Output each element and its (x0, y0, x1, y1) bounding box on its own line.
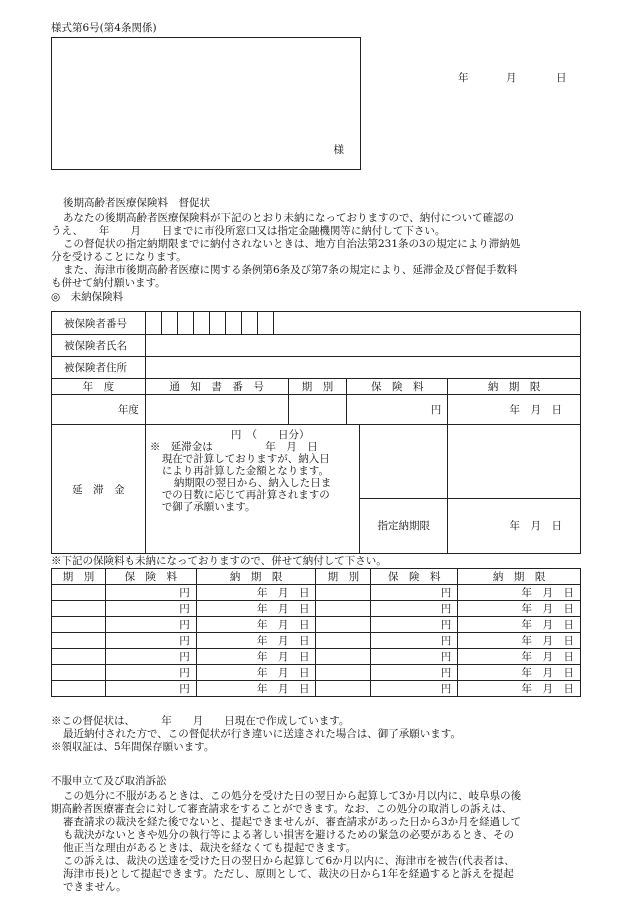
other-period-cell (52, 681, 106, 697)
other-table-row (52, 617, 581, 633)
address-box (51, 37, 361, 170)
digit-box (178, 312, 194, 334)
other-premium-cell: 円 (371, 601, 458, 617)
appeal-line: 他正当な理由があるときは、裁決を経なくても提起できます。 (63, 842, 357, 854)
other-premium-cell: 円 (371, 681, 458, 697)
form-id: 様式第6号(第4条関係) (51, 22, 157, 34)
other-premium-cell: 円 (105, 681, 196, 697)
other-deadline-cell: 年 月 日 (196, 681, 316, 697)
intro-line: 分を受けることになります。 (51, 251, 187, 263)
other-table-row (52, 665, 581, 681)
other-premium-cell: 円 (105, 649, 196, 665)
header-deadline: 納 期 限 (448, 379, 581, 395)
insured-number-label: 被保険者番号 (52, 312, 146, 335)
other-deadline-cell: 年 月 日 (196, 601, 316, 617)
other-table-row (52, 649, 581, 665)
other-deadline-cell: 年 月 日 (458, 681, 581, 697)
appeal-line: 海津市長)として提起できます。ただし、原則として、裁決の日から1年を経過すると訴えを提起 (63, 868, 514, 880)
other-premium-cell: 円 (371, 633, 458, 649)
other-header-premium: 保 険 料 (371, 569, 458, 585)
addressee-suffix: 様 (333, 144, 344, 156)
late-fee-note: ※ 延滞金は 年 月 日 (149, 441, 318, 453)
insured-name-row (52, 335, 581, 357)
other-premium-cell: 円 (105, 617, 196, 633)
other-table-row (52, 585, 581, 601)
late-fee-amount: 円 （ 日分） (230, 429, 310, 441)
other-premium-cell: 円 (105, 585, 196, 601)
other-premium-cell: 円 (371, 665, 458, 681)
other-period-cell (52, 649, 106, 665)
other-deadline-cell: 年 月 日 (458, 633, 581, 649)
other-deadline-cell: 年 月 日 (458, 649, 581, 665)
late-fee-note: により再計算した金額となります。 (161, 465, 329, 477)
appeal-line: この処分に不服があるときは、この処分を受けた日の翌日から起算して3か月以内に、岐阜県の後 (63, 790, 522, 802)
other-deadline-cell: 年 月 日 (458, 601, 581, 617)
insured-number-row (52, 312, 581, 335)
other-header-deadline: 納 期 限 (196, 569, 316, 585)
late-fee-empty (360, 425, 448, 499)
other-premium-cell: 円 (105, 633, 196, 649)
designated-deadline-value: 年 月 日 (448, 498, 581, 553)
intro-line: あなたの後期高齢者医療保険料が下記のとおり未納になっておりますので、納付について確認の (63, 212, 515, 224)
other-deadline-cell: 年 月 日 (458, 665, 581, 681)
other-period-cell (316, 617, 371, 633)
appeal-line: 審査請求の裁決を経た後でないと、提起できませんが、審査請求があった日から3か月を経過して (63, 816, 522, 828)
digit-box (210, 312, 226, 334)
other-period-cell (316, 633, 371, 649)
other-header-period: 期 別 (52, 569, 106, 585)
other-header-deadline: 納 期 限 (458, 569, 581, 585)
period-cell (288, 395, 347, 425)
other-deadline-cell: 年 月 日 (458, 585, 581, 601)
late-fee-note: 現在で計算しておりますが、納入日 (161, 453, 330, 465)
other-period-cell (52, 601, 106, 617)
insured-address-row (52, 357, 581, 379)
other-premium-cell: 円 (105, 665, 196, 681)
date-day: 日 (556, 72, 567, 84)
insured-address-label: 被保険者住所 (52, 357, 146, 379)
other-header-premium: 保 険 料 (105, 569, 196, 585)
other-period-cell (52, 665, 106, 681)
late-fee-detail (145, 425, 360, 554)
other-deadline-cell: 年 月 日 (196, 617, 316, 633)
insured-name-label: 被保険者氏名 (52, 335, 146, 357)
digit-box (146, 312, 162, 334)
date-year: 年 (458, 72, 469, 84)
other-header-row (52, 569, 581, 585)
other-premium-cell: 円 (371, 617, 458, 633)
other-period-cell (316, 665, 371, 681)
note-line: ※領収証は、5年間保存願います。 (51, 741, 215, 753)
digit-box (162, 312, 178, 334)
appeal-line: 期高齢者医療審査会に対して審査請求をすることができます。なお、この処分の取消しの訴えは、 (51, 803, 513, 815)
late-fee-empty (448, 425, 581, 499)
other-period-cell (52, 585, 106, 601)
notice-number-cell (145, 395, 288, 425)
other-premium-cell: 円 (371, 649, 458, 665)
digit-box (194, 312, 210, 334)
other-period-cell (316, 649, 371, 665)
insured-number-boxes (146, 312, 580, 334)
unpaid-heading: ◎ 未納保険料 (51, 291, 124, 303)
other-period-cell (52, 633, 106, 649)
header-premium: 保 険 料 (347, 379, 448, 395)
date-month: 月 (506, 72, 517, 84)
late-fee-note: での日数に応じて再計算されますの (161, 489, 330, 501)
late-fee-note: で御了承願います。 (161, 501, 256, 513)
note-line: ※この督促状は、 年 月 日現在で作成しています。 (51, 715, 350, 727)
appeal-line: も裁決がないときや処分の執行等による著しい損害を避けるための緊急の必要があるとき、その (63, 829, 515, 841)
page-title: 後期高齢者医療保険料 督促状 (63, 197, 210, 209)
other-deadline-cell: 年 月 日 (196, 633, 316, 649)
intro-line: も併せて納付願います。 (51, 277, 166, 289)
other-premium-cell: 円 (371, 585, 458, 601)
late-fee-note: 納期限の翌日から、納入した日ま (173, 477, 332, 489)
other-table-row (52, 681, 581, 697)
appeal-line: この訴えは、裁決の送達を受けた日の翌日から起算して6か月以内に、海津市を被告(代表者は、 (63, 855, 515, 867)
other-table-row (52, 601, 581, 617)
premium-yen-cell: 円 (347, 395, 448, 425)
late-fee-row (52, 425, 581, 499)
intro-line: また、海津市後期高齢者医療に関する条例第6条及び第7条の規定により、延滞金及び督促手数料 (63, 264, 518, 276)
other-unpaid-table (51, 568, 581, 697)
insured-name-value (145, 335, 580, 357)
appeal-line: できません。 (63, 881, 127, 893)
other-premium-cell: 円 (105, 601, 196, 617)
other-period-cell (316, 681, 371, 697)
other-period-cell (316, 601, 371, 617)
header-fiscal-year: 年 度 (52, 379, 146, 395)
intro-line: うえ、 年 月 日までに市役所窓口又は指定金融機関等に納付して下さい。 (51, 225, 446, 237)
other-deadline-cell: 年 月 日 (458, 617, 581, 633)
other-table-row (52, 633, 581, 649)
digit-box (226, 312, 242, 334)
other-period-cell (316, 585, 371, 601)
late-fee-label: 延 滞 金 (52, 425, 146, 554)
designated-deadline-label: 指定納期限 (360, 498, 448, 553)
other-deadline-cell: 年 月 日 (196, 585, 316, 601)
insured-address-value (145, 357, 580, 379)
other-unpaid-heading: ※下記の保険料も未納になっておりますので、併せて納付して下さい。 (51, 555, 387, 567)
other-deadline-cell: 年 月 日 (196, 649, 316, 665)
other-header-period: 期 別 (316, 569, 371, 585)
fiscal-year-cell: 年度 (52, 395, 146, 425)
header-row (52, 379, 581, 395)
other-deadline-cell: 年 月 日 (196, 665, 316, 681)
premium-row (52, 395, 581, 425)
other-period-cell (52, 617, 106, 633)
appeal-heading: 不服申立て及び取消訴訟 (51, 775, 167, 787)
unpaid-table (51, 311, 581, 554)
deadline-cell: 年 月 日 (448, 395, 581, 425)
note-line: 最近納付された方で、この督促状が行き違いに送達された場合は、御了承願います。 (63, 728, 461, 740)
intro-line: この督促状の指定納期限までに納付されないときは、地方自治法第231条の3の規定により滞納処 (63, 238, 521, 250)
digit-box (242, 312, 258, 334)
digit-box (258, 312, 274, 334)
header-period: 期 別 (288, 379, 347, 395)
header-notice-number: 通 知 書 番 号 (145, 379, 288, 395)
